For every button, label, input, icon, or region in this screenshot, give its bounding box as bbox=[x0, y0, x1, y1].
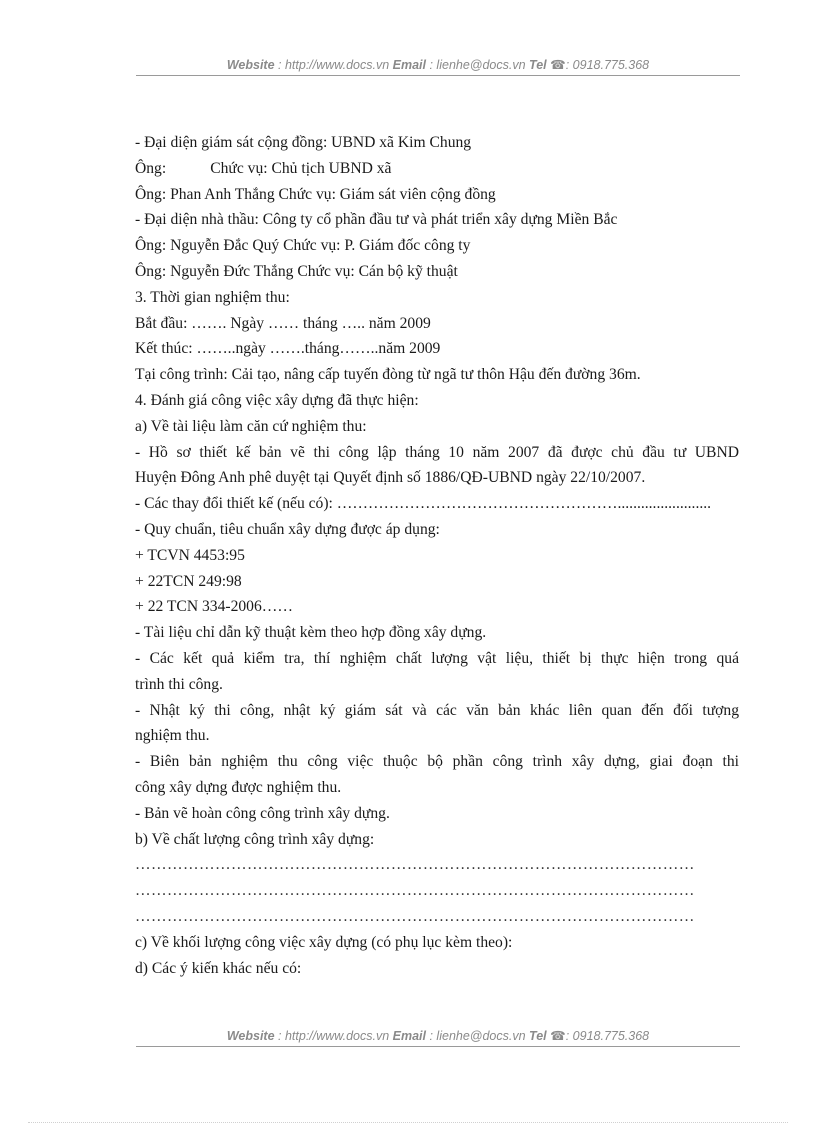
text-line: - Tài liệu chỉ dẫn kỹ thuật kèm theo hợp đồng xây dựng. bbox=[135, 624, 487, 642]
phone-icon: ☎ bbox=[550, 1029, 566, 1043]
tel-number: : 0918.775.368 bbox=[565, 1029, 650, 1043]
document-body bbox=[135, 130, 739, 981]
position-text: Chức vụ: Chủ tịch UBND xã bbox=[210, 159, 392, 177]
label-ong: Ông: bbox=[135, 159, 167, 177]
section-heading: 4. Đánh giá công việc xây dựng đã thực hiện: bbox=[135, 391, 419, 409]
text-line: Kết thúc: ……..ngày …….tháng……..năm 2009 bbox=[135, 340, 441, 358]
text-line: - Đại diện nhà thầu: Công ty cổ phần đầu tư và phát triển xây dựng Miền Bắc bbox=[135, 211, 618, 229]
dotted-fill-line: …………………………………………………………………………………………… bbox=[135, 907, 695, 925]
text-line: - Bản vẽ hoàn công công trình xây dựng. bbox=[135, 804, 390, 822]
text-line: - Quy chuẩn, tiêu chuẩn xây dựng được áp dụng: bbox=[135, 520, 440, 538]
page-footer bbox=[136, 1028, 740, 1044]
text-line: Huyện Đông Anh phê duyệt tại Quyết định số 1886/QĐ-UBND ngày 22/10/2007. bbox=[135, 469, 646, 487]
text-line: trình thi công. bbox=[135, 675, 223, 693]
subsection-heading: a) Về tài liệu làm căn cứ nghiệm thu: bbox=[135, 417, 367, 435]
text-line: - Đại diện giám sát cộng đồng: UBND xã Kim Chung bbox=[135, 134, 472, 151]
email-label: Email bbox=[392, 58, 427, 72]
phone-icon: ☎ bbox=[550, 58, 566, 72]
email-label: Email bbox=[392, 1029, 427, 1043]
website-url[interactable]: : http://www.docs.vn bbox=[274, 58, 393, 72]
text-line: - Các thay đổi thiết kế (nếu có): ………………………………………………........................ bbox=[135, 495, 712, 513]
subsection-heading: d) Các ý kiến khác nếu có: bbox=[135, 959, 302, 977]
text-line: công xây dựng được nghiệm thu. bbox=[135, 778, 342, 796]
subsection-heading: c) Về khối lượng công việc xây dựng (có phụ lục kèm theo): bbox=[135, 933, 513, 951]
header-divider bbox=[136, 75, 740, 76]
text-line: - Hồ sơ thiết kế bản vẽ thi công lập tháng 10 năm 2007 đã được chủ đầu tư UBND bbox=[135, 443, 739, 461]
website-url[interactable]: : http://www.docs.vn bbox=[274, 1029, 393, 1043]
text-line: - Nhật ký thi công, nhật ký giám sát và các văn bản khác liên quan đến đối tượng bbox=[135, 701, 739, 719]
text-line: Ông: Nguyễn Đắc Quý Chức vụ: P. Giám đốc công ty bbox=[135, 237, 471, 255]
section-heading: 3. Thời gian nghiệm thu: bbox=[135, 288, 290, 306]
dotted-fill-line: …………………………………………………………………………………………… bbox=[135, 882, 695, 900]
tel-label: Tel bbox=[529, 1029, 547, 1043]
text-line: - Biên bản nghiệm thu công việc thuộc bộ phần công trình xây dựng, giai đoạn thi bbox=[135, 753, 739, 771]
text-line: Ông: Nguyễn Đức Thắng Chức vụ: Cán bộ kỹ thuật bbox=[135, 262, 458, 280]
email-address[interactable]: : lienhe@docs.vn bbox=[426, 58, 530, 72]
text-line bbox=[135, 156, 739, 182]
subsection-heading: b) Về chất lượng công trình xây dựng: bbox=[135, 830, 375, 848]
list-item: + 22 TCN 334-2006…… bbox=[135, 598, 293, 616]
tel-number: : 0918.775.368 bbox=[565, 58, 650, 72]
email-address[interactable]: : lienhe@docs.vn bbox=[426, 1029, 530, 1043]
website-label: Website bbox=[226, 1029, 275, 1043]
list-item: + TCVN 4453:95 bbox=[135, 546, 245, 564]
text-line: Ông: Phan Anh Thắng Chức vụ: Giám sát viên cộng đồng bbox=[135, 185, 496, 203]
page-header bbox=[136, 57, 740, 73]
text-line: nghiệm thu. bbox=[135, 727, 210, 745]
list-item: + 22TCN 249:98 bbox=[135, 572, 242, 590]
footer-divider bbox=[136, 1046, 740, 1047]
dotted-fill-line: …………………………………………………………………………………………… bbox=[135, 856, 695, 874]
website-label: Website bbox=[226, 58, 275, 72]
text-line: Bắt đầu: ……. Ngày …… tháng ….. năm 2009 bbox=[135, 314, 431, 332]
text-line: Tại công trình: Cải tạo, nâng cấp tuyến đòng từ ngã tư thôn Hậu đến đường 36m. bbox=[135, 366, 641, 384]
text-line: - Các kết quả kiểm tra, thí nghiệm chất lượng vật liệu, thiết bị thực hiện trong quá bbox=[135, 649, 739, 667]
tel-label: Tel bbox=[529, 58, 547, 72]
